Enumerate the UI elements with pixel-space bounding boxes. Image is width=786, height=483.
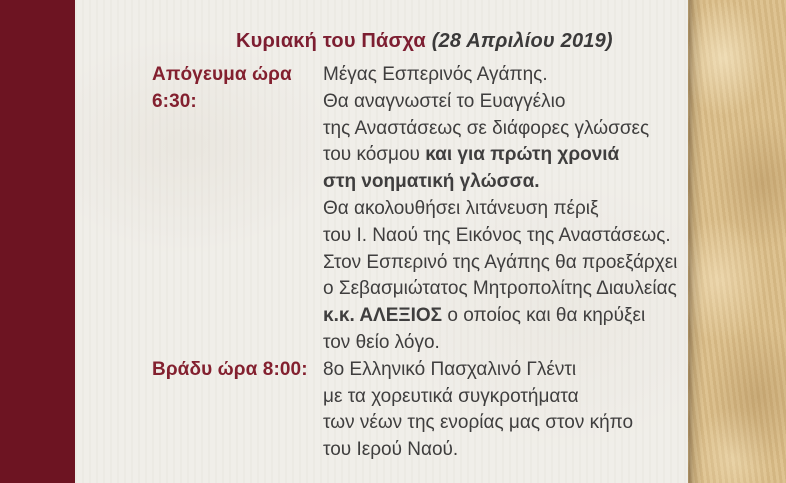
schedule-text-segment: και για πρώτη χρονιά <box>425 144 620 166</box>
schedule-text-line <box>323 250 677 277</box>
schedule-text-segment: τον θείο λόγο. <box>323 331 440 353</box>
schedule-text-line <box>323 169 677 196</box>
schedule-text-segment: ο οποίος και θα κηρύξει <box>442 305 646 327</box>
schedule-text-line <box>323 357 662 384</box>
schedule-entry-text <box>323 62 677 357</box>
schedule-text-segment: κ.κ. ΑΛΕΞΙΟΣ <box>323 305 443 327</box>
left-accent-bar <box>0 0 75 483</box>
schedule-entry <box>152 357 662 464</box>
title-main-text: Κυριακή του Πάσχα <box>236 30 426 52</box>
schedule-text-segment: της Αναστάσεως σε διάφορες γλώσσες <box>323 117 650 139</box>
schedule-text-segment: του Ι. Ναού της Εικόνος της Αναστάσεως. <box>323 224 671 246</box>
schedule-text-segment: του κόσμου <box>323 144 426 166</box>
schedule-text-segment: Θα ακολουθήσει λιτάνευση πέριξ <box>323 197 599 219</box>
schedule-text-segment: Στον Εσπερινό της Αγάπης θα προεξάρχει <box>323 251 678 273</box>
schedule <box>152 62 678 464</box>
page-title <box>236 30 613 53</box>
schedule-text-segment: των νέων της ενορίας μας στον κήπο <box>323 412 634 434</box>
schedule-text-segment: ο Σεβασμιώτατος Μητροπολίτης Διαυλείας <box>323 278 677 300</box>
schedule-text-segment: στη νοηματική γλώσσα. <box>323 171 540 193</box>
schedule-text-line <box>323 196 677 223</box>
parchment-strip <box>688 0 786 483</box>
schedule-text-segment: Θα αναγνωστεί το Ευαγγέλιο <box>323 90 566 112</box>
schedule-text-segment: του Ιερού Ναού. <box>323 439 459 461</box>
schedule-text-line <box>323 330 677 357</box>
schedule-text-line <box>323 62 677 89</box>
schedule-text-segment: Μέγας Εσπερινός Αγάπης. <box>323 64 548 85</box>
schedule-text-line <box>323 303 677 330</box>
title-date-text: (28 Απριλίου 2019) <box>425 30 613 52</box>
schedule-text-segment: 8ο Ελληνικό Πασχαλινό Γλέντι <box>323 358 577 380</box>
schedule-time-label: Βράδυ ώρα 8:00: <box>152 358 308 380</box>
schedule-text-line <box>323 437 662 464</box>
schedule-time-label: Απόγευμα ώρα 6:30: <box>152 64 292 112</box>
schedule-text-line <box>323 384 662 411</box>
schedule-text-line <box>323 223 677 250</box>
schedule-entry-text <box>323 357 662 464</box>
schedule-text-line <box>323 410 662 437</box>
schedule-entry <box>152 62 678 357</box>
schedule-text-segment: με τα χορευτικά συγκροτήματα <box>323 385 579 407</box>
schedule-text-line <box>323 142 677 169</box>
schedule-text-line <box>323 116 677 143</box>
schedule-text-line <box>323 89 677 116</box>
schedule-text-line <box>323 276 677 303</box>
